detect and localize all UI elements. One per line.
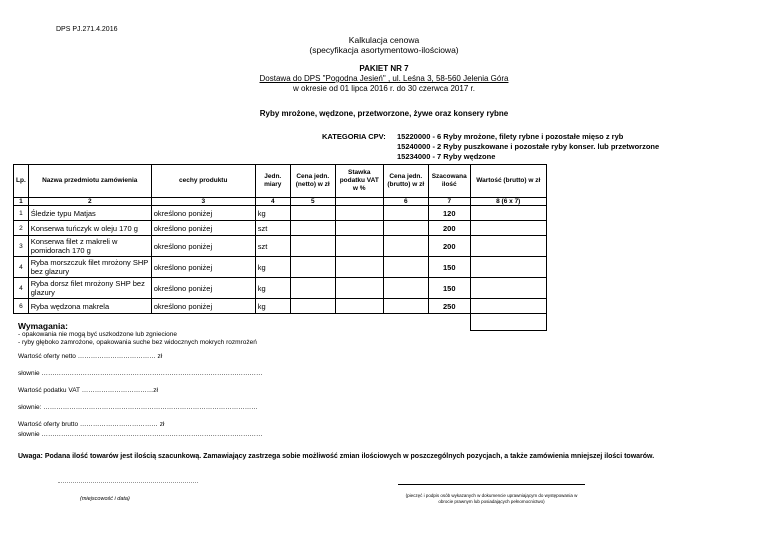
row-lp: 1	[14, 206, 29, 221]
row-qty: 150	[428, 257, 470, 278]
row-unit: kg	[255, 206, 290, 221]
table-header-row	[14, 165, 547, 198]
column-number: 4	[255, 198, 290, 206]
row-qty: 250	[428, 299, 470, 314]
column-number: 1	[14, 198, 29, 206]
row-qty: 200	[428, 236, 470, 257]
net-price-cell[interactable]	[290, 299, 335, 314]
row-lp: 4	[14, 278, 29, 299]
total-row	[14, 314, 547, 331]
cpv-block	[322, 132, 659, 162]
row-features: określono poniżej	[151, 299, 255, 314]
header-unit: Jedn. miary	[255, 165, 290, 198]
row-product-name: Ryba morszczuk filet mrożony SHP bez glazury	[28, 257, 151, 278]
header-value: Wartość (brutto) w zł	[470, 165, 546, 198]
net-price-cell[interactable]	[290, 278, 335, 299]
table-row	[14, 299, 547, 314]
row-unit: kg	[255, 257, 290, 278]
cpv-line: 15220000 - 6 Ryby mrożone, filety rybne i pozostałe mięso z ryb	[397, 132, 624, 141]
requirements-title: Wymagania:	[18, 321, 68, 331]
vat-cell[interactable]	[335, 206, 383, 221]
table-row	[14, 278, 547, 299]
table-row	[14, 221, 547, 236]
gross-price-cell[interactable]	[383, 221, 428, 236]
document-reference: DPS PJ.271.4.2016	[56, 26, 118, 33]
gross-price-cell[interactable]	[383, 299, 428, 314]
page-title: Kalkulacja cenowa	[348, 35, 420, 45]
row-lp: 6	[14, 299, 29, 314]
row-features: określono poniżej	[151, 236, 255, 257]
column-number: 5	[290, 198, 335, 206]
vat-cell[interactable]	[335, 236, 383, 257]
header-gross-price: Cena jedn.(brutto) w zł	[383, 165, 428, 198]
row-product-name: Ryba dorsz filet mrożony SHP bez glazury	[28, 278, 151, 299]
place-date-caption: (miejscowość i data)	[80, 496, 130, 502]
requirement-item: - opakowania nie mogą być uszkodzone lub zgniecione	[18, 331, 177, 338]
gross-price-cell[interactable]	[383, 257, 428, 278]
row-lp: 4	[14, 257, 29, 278]
cpv-label: KATEGORIA CPV:	[322, 132, 386, 141]
gross-value-line[interactable]: Wartość oferty brutto ……………………………… zł	[18, 421, 165, 428]
header-net-price: Cena jedn.(netto) w zł	[290, 165, 335, 198]
package-number: PAKIET NR 7	[359, 64, 409, 73]
row-features: określono poniżej	[151, 206, 255, 221]
row-product-name: Konserwa filet z makreli w pomidorach 170 g	[28, 236, 151, 257]
row-unit: szt	[255, 221, 290, 236]
gross-price-cell[interactable]	[383, 278, 428, 299]
table-row	[14, 236, 547, 257]
value-cell[interactable]	[470, 236, 546, 257]
column-number: 8 (6 x 7)	[470, 198, 546, 206]
header-name: Nazwa przedmiotu zamówienia	[28, 165, 151, 198]
gross-value-words-line[interactable]: słownie …………………………………………………………………………………………	[18, 431, 263, 438]
signature-caption: (pieczęć i podpis osób wykazanych w dokumencie uprawniającym do występowania w obrocie prawnym lub posiadających pełnomocnictwo)	[405, 493, 578, 504]
value-cell[interactable]	[470, 206, 546, 221]
net-price-cell[interactable]	[290, 221, 335, 236]
table-row	[14, 206, 547, 221]
row-unit: szt	[255, 236, 290, 257]
gross-price-cell[interactable]	[383, 206, 428, 221]
vat-value-line[interactable]: Wartość podatku VAT ……………………………zł	[18, 387, 158, 394]
value-cell[interactable]	[470, 278, 546, 299]
gross-price-cell[interactable]	[383, 236, 428, 257]
vat-cell[interactable]	[335, 278, 383, 299]
row-product-name: Śledzie typu Matjas	[28, 206, 151, 221]
vat-value-words-line[interactable]: słownie: ………………………………………………………………………………………	[18, 404, 258, 411]
delivery-address: Dostawa do DPS "Pogodna Jesień" , ul. Leśna 3, 58-560 Jelenia Góra	[259, 74, 509, 83]
net-value-line[interactable]: Wartość oferty netto ……………………………… zł	[18, 353, 163, 360]
table-row	[14, 257, 547, 278]
note-text: Uwaga: Podana ilość towarów jest ilością szacunkową. Zamawiający zastrzega sobie możliwość zmian ilościowych w poszczególnych pozycjach, a także zamówienia mniejszej ilości towarów.	[18, 453, 655, 460]
column-number: 3	[151, 198, 255, 206]
column-number-row	[14, 198, 547, 206]
price-table	[13, 164, 547, 331]
header-lp: Lp.	[14, 165, 29, 198]
row-qty: 150	[428, 278, 470, 299]
signature-line[interactable]	[398, 484, 585, 485]
value-cell[interactable]	[470, 299, 546, 314]
place-date-line[interactable]	[58, 482, 198, 483]
row-qty: 200	[428, 221, 470, 236]
requirement-item: - ryby głęboko zamrożone, opakowania suche bez widocznych mokrych rozmrożeń	[18, 339, 257, 346]
total-value-cell[interactable]	[470, 314, 546, 331]
column-number: 6	[383, 198, 428, 206]
vat-cell[interactable]	[335, 221, 383, 236]
cpv-line: 15240000 - 2 Ryby puszkowane i pozostałe ryby konser. lub przetworzone	[397, 142, 660, 151]
page-subtitle: (specyfikacja asortymentowo-ilościowa)	[309, 45, 459, 55]
column-number	[335, 198, 383, 206]
column-number: 2	[28, 198, 151, 206]
column-number: 7	[428, 198, 470, 206]
row-unit: kg	[255, 278, 290, 299]
cpv-line: 15234000 - 7 Ryby wędzone	[397, 152, 496, 161]
row-lp: 2	[14, 221, 29, 236]
category-name: Ryby mrożone, wędzone, przetworzone, żywe oraz konsery rybne	[259, 109, 509, 118]
row-lp: 3	[14, 236, 29, 257]
row-product-name: Konserwa tuńczyk w oleju 170 g	[28, 221, 151, 236]
delivery-period: w okresie od 01 lipca 2016 r. do 30 czerwca 2017 r.	[293, 84, 475, 93]
header-qty: Szacowana ilość	[428, 165, 470, 198]
net-price-cell[interactable]	[290, 257, 335, 278]
net-price-cell[interactable]	[290, 206, 335, 221]
value-cell[interactable]	[470, 257, 546, 278]
vat-cell[interactable]	[335, 257, 383, 278]
row-unit: kg	[255, 299, 290, 314]
vat-cell[interactable]	[335, 299, 383, 314]
header-features: cechy produktu	[151, 165, 255, 198]
row-features: określono poniżej	[151, 221, 255, 236]
value-cell[interactable]	[470, 221, 546, 236]
row-product-name: Ryba wędzona makrela	[28, 299, 151, 314]
net-value-words-line[interactable]: słownie …………………………………………………………………………………………	[18, 370, 263, 377]
row-features: określono poniżej	[151, 257, 255, 278]
row-qty: 120	[428, 206, 470, 221]
row-features: określono poniżej	[151, 278, 255, 299]
net-price-cell[interactable]	[290, 236, 335, 257]
header-vat: Stawka podatku VAT w %	[335, 165, 383, 198]
